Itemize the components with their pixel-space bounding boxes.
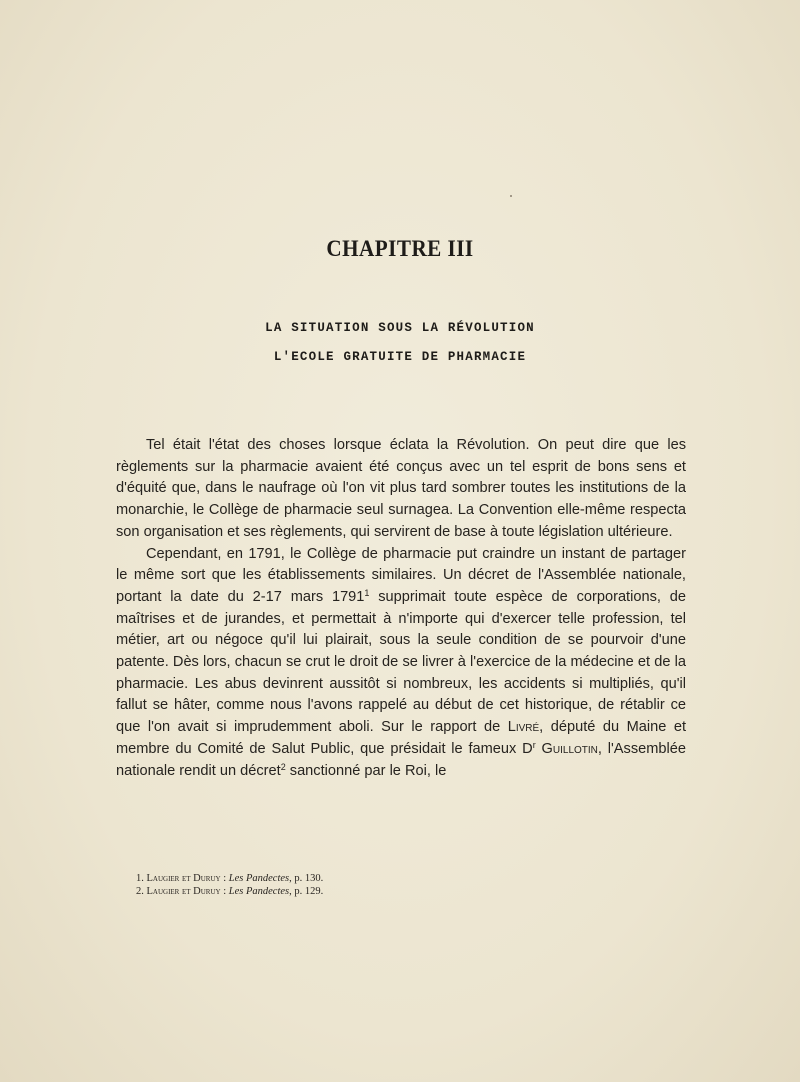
footnote-number: 1. — [136, 873, 144, 884]
chapter-subtitle-secondary: L'ECOLE GRATUITE DE PHARMACIE — [273, 350, 527, 364]
speck-mark — [510, 195, 512, 197]
text-run: , député du Maine et membre du Comité de Salut Public, que présidait le fameux D — [116, 719, 687, 757]
paragraph-1: Tel était l'état des choses lorsque éclata la Révolution. On peut dire que les règlements sur la pharmacie avaient été conçus avec un tel esprit de bons sens et d'équité que, dans le naufrage où l'on vit plus tard sombrer toutes les institutions de la monarchie, le Collège de pharmacie seul surnagea. La Convention elle-même respecta son organisation et ses règlements, qui servirent de base à toute législation ultérieure. — [116, 437, 686, 540]
body-text — [116, 435, 686, 782]
footnote-page: , p. 129. — [289, 886, 324, 897]
footnote-page: , p. 130. — [289, 873, 324, 884]
person-name: Livré — [507, 719, 540, 736]
text-run: sanctionné par le Roi, le — [285, 762, 447, 779]
footnote — [136, 885, 323, 898]
footnote-ref: 1 — [364, 587, 370, 598]
chapter-title: CHAPITRE III — [326, 236, 474, 261]
paragraph-2 — [116, 544, 686, 783]
text-run: Cependant, en 1791, le Collège de pharmacie put craindre un instant de partager le même sort que les établissements similaires. Un décret de l'Assemblée nationale, portant la date du 2-17 mars 1791 — [116, 545, 686, 605]
footnote-authors: Laugier et Duruy — [146, 873, 221, 884]
title-abbrev-sup: r — [532, 739, 536, 750]
person-name: Guillotin — [541, 740, 598, 757]
footnote-authors: Laugier et Duruy — [146, 886, 221, 897]
footnote-number: 2. — [136, 886, 144, 897]
text-run: supprimait toute espèce de corporations, de maîtrises et de jurandes, et permettait à n'importe qui d'exercer telle profession, tel métier, art ou négoce qu'il lui plairait, sous la seule condition de se pourvoir d'une patente. Dès lors, chacun se crut le droit de se livrer à l'exercice de la médecine et de la pharmacie. Les abus devinrent aussitôt si nombreux, les accidents si multipliés, qu'il fallut se hâter, comme nous l'avons rappelé au début de cet historique, de rétablir ce que l'on avait si imprudemment aboli. Sur le rapport de — [116, 588, 686, 736]
footnote-work: Les Pandectes — [228, 873, 290, 884]
footnote-sep: : — [220, 873, 229, 884]
text-run: , l'Assemblée nationale rendit un décret — [116, 740, 686, 779]
footnotes — [136, 872, 323, 898]
footnote-ref: 2 — [280, 761, 286, 772]
footnote-sep: : — [220, 886, 229, 897]
chapter-subtitle: LA SITUATION SOUS LA RÉVOLUTION — [265, 321, 535, 335]
footnote — [136, 872, 323, 885]
footnote-work: Les Pandectes — [228, 886, 290, 897]
